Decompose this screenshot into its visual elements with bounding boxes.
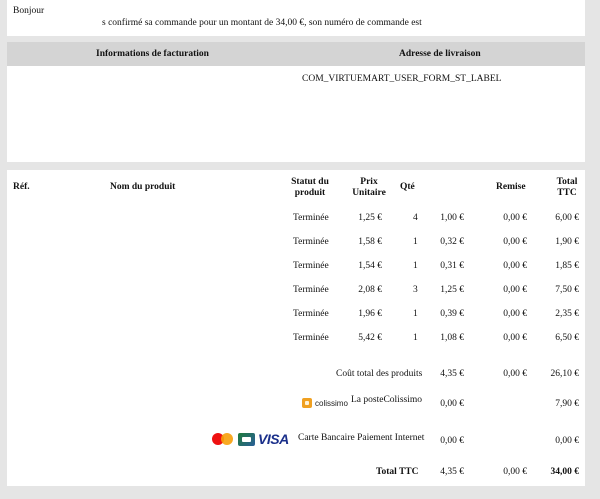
header-total-line1: Total [556, 177, 578, 187]
table-row [7, 285, 585, 299]
shipping-address-label: COM_VIRTUEMART_USER_FORM_ST_LABEL [302, 74, 502, 84]
item-tax: 0,31 € [440, 261, 464, 271]
item-total: 6,50 € [555, 333, 579, 343]
payment-tax: 0,00 € [440, 436, 464, 446]
colissimo-logo-text: colissimo [315, 398, 348, 408]
item-tax: 1,08 € [440, 333, 464, 343]
grand-total-tax: 4,35 € [440, 467, 464, 477]
item-unit-price: 1,58 € [358, 237, 382, 247]
header-total-line2: TTC [557, 188, 577, 198]
products-total-discount: 0,00 € [503, 369, 527, 379]
item-unit-price: 5,42 € [358, 333, 382, 343]
item-status: Terminée [293, 213, 329, 223]
header-product-name: Nom du produit [110, 182, 176, 192]
item-discount: 0,00 € [503, 213, 527, 223]
item-tax: 0,39 € [440, 309, 464, 319]
item-status: Terminée [293, 261, 329, 271]
shipment-total: 7,90 € [555, 399, 579, 409]
item-tax: 1,00 € [440, 213, 464, 223]
products-total-amount: 26,10 € [550, 369, 579, 379]
item-status: Terminée [293, 333, 329, 343]
header-status-line2: produit [294, 188, 326, 198]
payment-label: Carte Bancaire Paiement Internet [298, 433, 425, 443]
item-status: Terminée [293, 237, 329, 247]
item-quantity: 1 [413, 261, 418, 271]
payment-amounts-row [7, 436, 585, 450]
products-total-tax: 4,35 € [440, 369, 464, 379]
visa-icon: VISA [258, 431, 289, 447]
grand-total-label: Total TTC [376, 467, 419, 477]
header-ref: Réf. [13, 182, 30, 192]
item-status: Terminée [293, 309, 329, 319]
item-quantity: 1 [413, 333, 418, 343]
header-price-line2: Unitaire [352, 188, 386, 198]
item-total: 7,50 € [555, 285, 579, 295]
item-unit-price: 1,96 € [358, 309, 382, 319]
grand-total-amount: 34,00 € [550, 467, 579, 477]
header-status [287, 177, 333, 199]
billing-heading: Informations de facturation [96, 49, 209, 59]
item-discount: 0,00 € [503, 285, 527, 295]
item-total: 1,90 € [555, 237, 579, 247]
header-status-line1: Statut du [291, 177, 329, 187]
table-row [7, 333, 585, 347]
item-discount: 0,00 € [503, 309, 527, 319]
item-unit-price: 1,54 € [358, 261, 382, 271]
item-status: Terminée [293, 285, 329, 295]
header-price-line1: Prix [360, 177, 378, 187]
item-total: 1,85 € [555, 261, 579, 271]
order-panel [7, 170, 585, 486]
table-row [7, 237, 585, 251]
addresses-panel [7, 42, 585, 162]
item-quantity: 3 [413, 285, 418, 295]
greeting-panel [7, 0, 585, 36]
item-tax: 1,25 € [440, 285, 464, 295]
header-total [553, 177, 581, 199]
shipment-amounts-row [7, 399, 585, 413]
header-unit-price [347, 177, 391, 199]
greeting-message: s confirmé sa commande pour un montant de 34,00 €, son numéro de commande est [102, 18, 422, 28]
item-unit-price: 1,25 € [358, 213, 382, 223]
shipping-heading: Adresse de livraison [399, 49, 481, 59]
item-unit-price: 2,08 € [358, 285, 382, 295]
item-quantity: 4 [413, 213, 418, 223]
shipment-label: La posteColissimo [351, 395, 422, 405]
products-total-label: Coût total des produits [336, 369, 423, 379]
products-total-row [7, 369, 585, 383]
item-discount: 0,00 € [503, 261, 527, 271]
item-quantity: 1 [413, 309, 418, 319]
grand-total-row [7, 467, 585, 481]
table-row [7, 309, 585, 323]
item-tax: 0,32 € [440, 237, 464, 247]
item-quantity: 1 [413, 237, 418, 247]
table-row [7, 213, 585, 227]
item-total: 2,35 € [555, 309, 579, 319]
addresses-header [7, 42, 585, 66]
item-discount: 0,00 € [503, 237, 527, 247]
payment-total: 0,00 € [555, 436, 579, 446]
table-row [7, 261, 585, 275]
header-discount: Remise [496, 182, 526, 192]
greeting-hello: Bonjour [13, 6, 45, 16]
item-total: 6,00 € [555, 213, 579, 223]
shipment-tax: 0,00 € [440, 399, 464, 409]
header-quantity: Qté [400, 182, 415, 192]
item-discount: 0,00 € [503, 333, 527, 343]
grand-total-discount: 0,00 € [503, 467, 527, 477]
